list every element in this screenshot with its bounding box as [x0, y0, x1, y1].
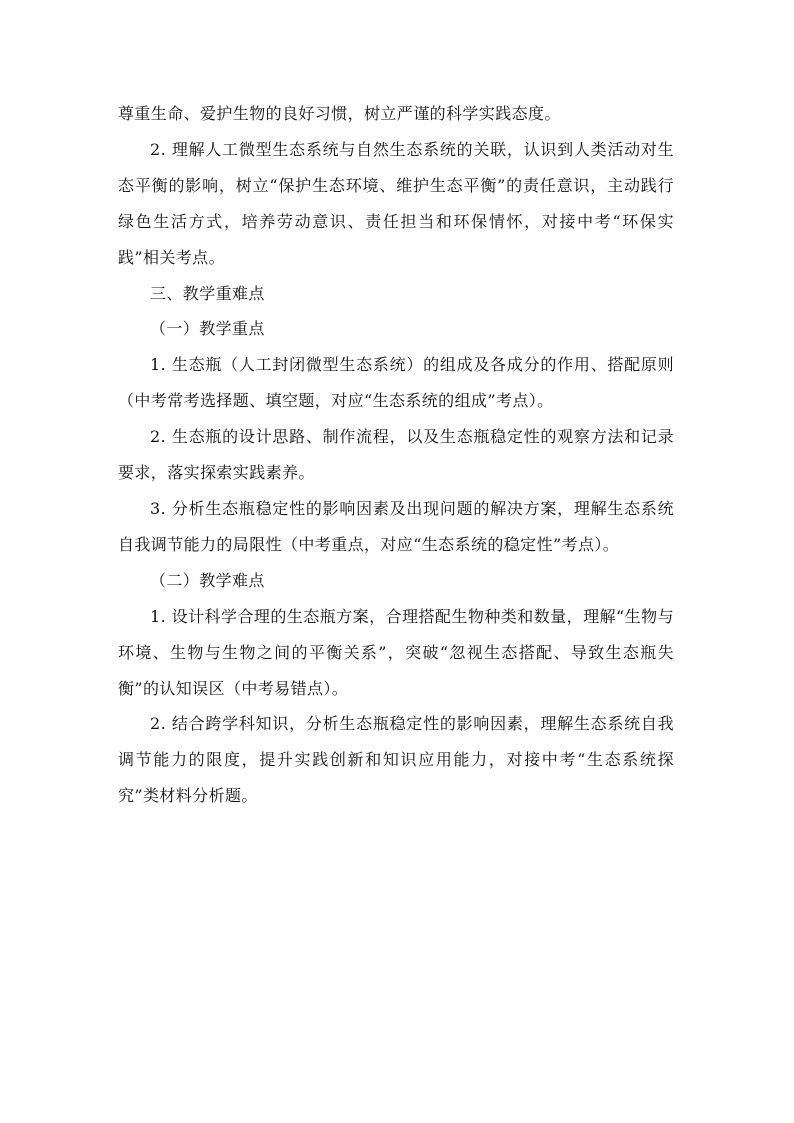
- paragraph-objective-2: 2. 理解人工微型生态系统与自然生态系统的关联，认识到人类活动对生态平衡的影响，树立“保护生态环境、维护生态平衡”的责任意识，主动践行绿色生活方式，培养劳动意识、责任担当和环保情怀，对接中考“环保实践”相关考点。: [118, 139, 674, 267]
- subheading-difficult-points: （二）教学难点: [150, 570, 265, 590]
- paragraph-continuation: 尊重生命、爱护生物的良好习惯，树立严谨的科学实践态度。: [118, 104, 561, 123]
- section-heading-key-difficult-points: 三、教学重难点: [150, 283, 265, 303]
- paragraph-difficult-point-2: 2. 结合跨学科知识，分析生态瓶稳定性的影响因素，理解生态系统自我调节能力的限度，提升实践创新和知识应用能力，对接中考“生态系统探究”类材料分析题。: [118, 714, 674, 806]
- paragraph-key-point-1: 1. 生态瓶（人工封闭微型生态系统）的组成及各成分的作用、搭配原则（中考常考选择题、填空题，对应“生态系统的组成”考点）。: [118, 355, 674, 411]
- paragraph-key-point-3: 3. 分析生态瓶稳定性的影响因素及出现问题的解决方案，理解生态系统自我调节能力的局限性（中考重点，对应“生态系统的稳定性”考点）。: [118, 498, 674, 554]
- subheading-key-points: （一）教学重点: [150, 319, 265, 339]
- paragraph-difficult-point-1: 1. 设计科学合理的生态瓶方案，合理搭配生物种类和数量，理解“生物与环境、生物与生物之间的平衡关系”，突破“忽视生态搭配、导致生态瓶失衡”的认知误区（中考易错点）。: [118, 606, 674, 698]
- document-body: [118, 96, 674, 814]
- paragraph-key-point-2: 2. 生态瓶的设计思路、制作流程，以及生态瓶稳定性的观察方法和记录要求，落实探索实践素养。: [118, 427, 674, 483]
